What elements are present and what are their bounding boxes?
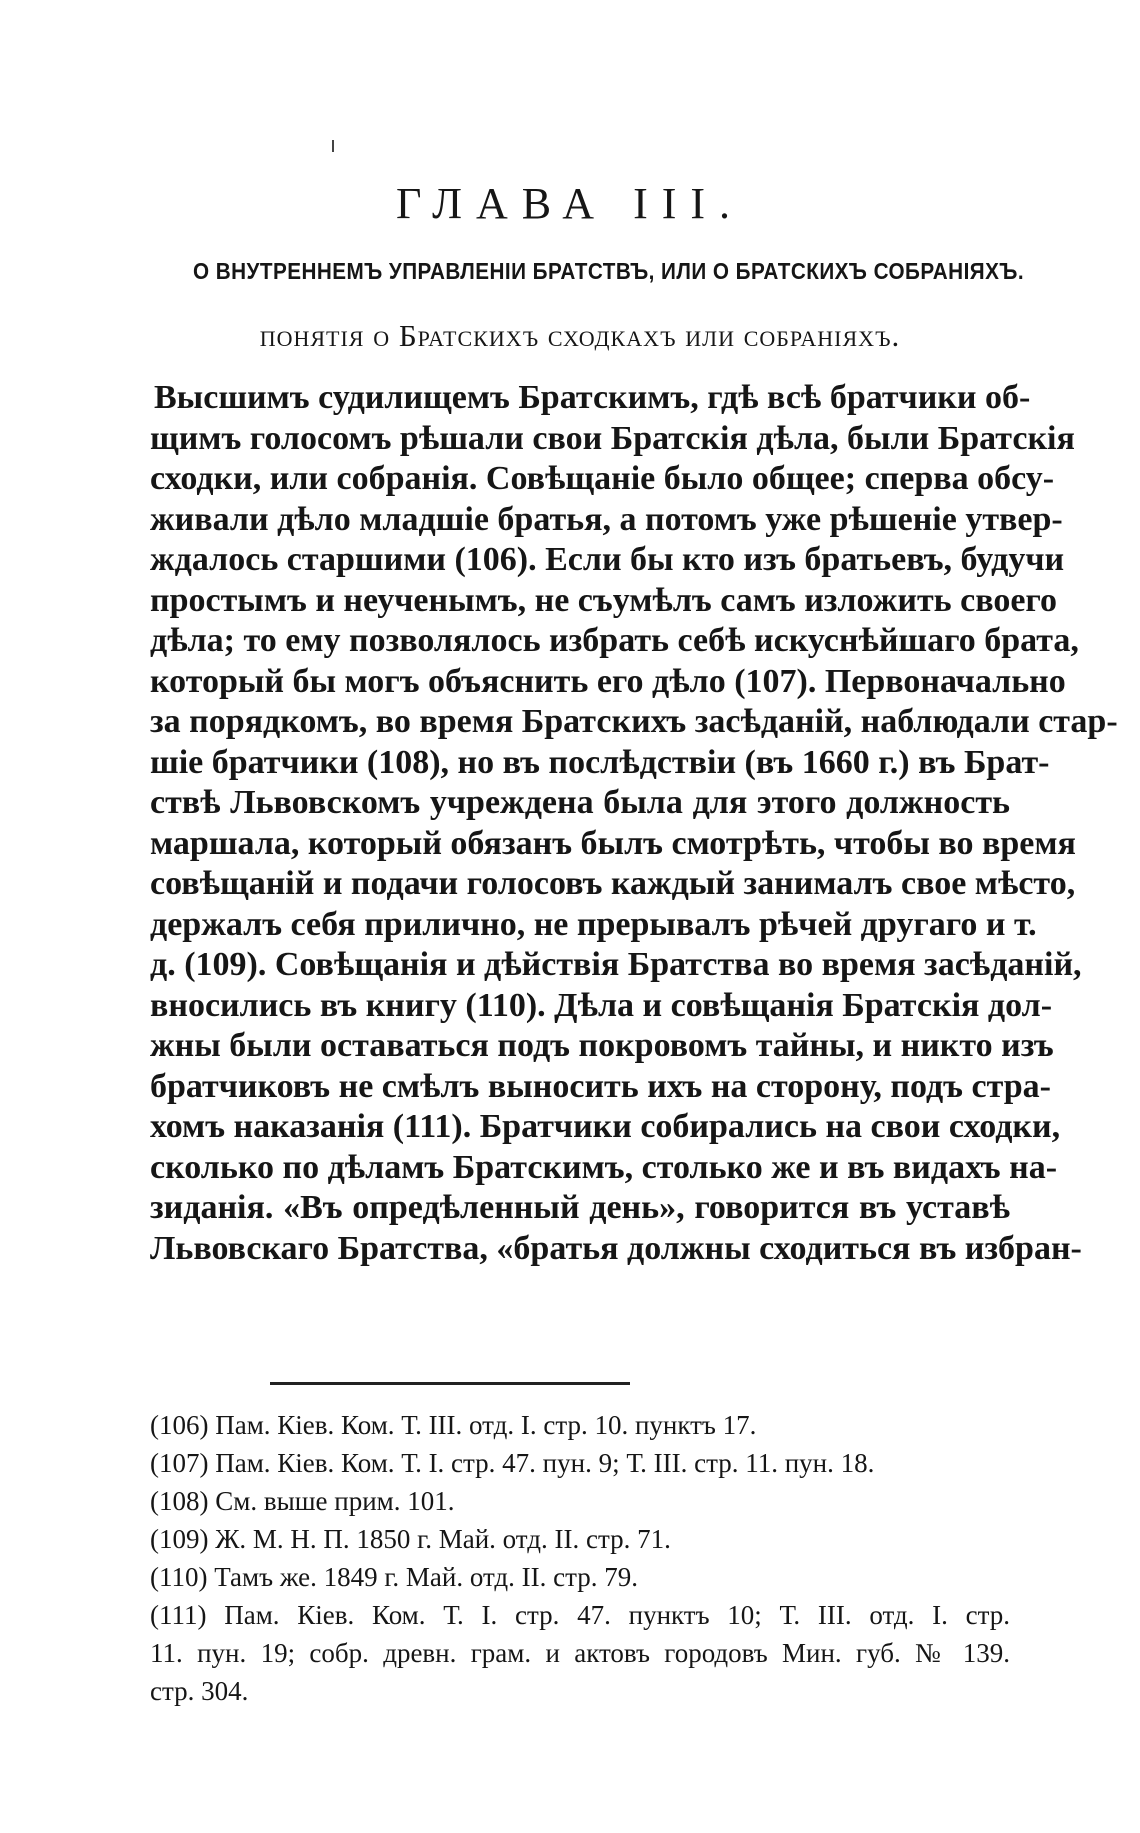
body-line: ждалось старшими (106). Если бы кто изъ братьевъ, будучи <box>150 541 1065 578</box>
footnote-divider <box>270 1382 630 1385</box>
subsection-title: понятія о Братскихъ сходкахъ или собраніяхъ. <box>259 318 901 353</box>
body-line: сколько по дѣламъ Братскимъ, столько же и въ видахъ на- <box>150 1148 1058 1186</box>
body-line: живали дѣло младшіе братья, а потомъ уже рѣшеніе утвер- <box>150 500 1063 538</box>
print-speck <box>332 140 334 152</box>
body-line: Высшимъ судилищемъ Братскимъ, гдѣ всѣ братчики об- <box>154 379 1031 416</box>
section-title: О ВНУТРЕННЕМЪ УПРАВЛЕНІИ БРАТСТВЪ, ИЛИ О БРАТСКИХЪ СОБРАНІЯХЪ. <box>193 258 1025 284</box>
body-line: Львовскаго Братства, «братья должны сходиться въ избран- <box>150 1229 1082 1267</box>
body-line: зиданія. «Въ опредѣленный день», говорится въ уставѣ <box>150 1189 1010 1226</box>
footnote-106: (106) Пам. Кіев. Ком. Т. III. отд. I. стр. 10. пунктъ 17. <box>150 1410 757 1440</box>
body-line: ствѣ Львовскомъ учреждена была для этого должность <box>150 784 1010 821</box>
body-line: д. (109). Совѣщанія и дѣйствія Братства во время засѣданій, <box>150 946 1082 983</box>
footnotes <box>150 1406 1010 1710</box>
body-line: простымъ и неученымъ, не съумѣлъ самъ изложить своего <box>150 581 1058 619</box>
body-line: дѣла; то ему позволялось избрать себѣ искуснѣйшаго брата, <box>150 622 1079 659</box>
body-line: за порядкомъ, во время Братскихъ засѣданій, наблюдали стар- <box>150 703 1118 740</box>
footnote-111: (111) Пам. Кіев. Ком. Т. I. стр. 47. пунктъ 10; Т. III. отд. I. стр. <box>150 1600 1010 1630</box>
body-line: братчиковъ не смѣлъ выносить ихъ на сторону, подъ стра- <box>150 1067 1051 1105</box>
body-line: маршала, который обязанъ былъ смотрѣть, чтобы во время <box>150 824 1076 862</box>
body-line: сходки, или собранія. Совѣщаніе было общее; сперва обсу- <box>150 460 1055 497</box>
footnote-111-end: стр. 304. <box>150 1676 249 1706</box>
body-line: шіе братчики (108), но въ послѣдствіи (въ 1660 г.) въ Брат- <box>150 743 1050 781</box>
footnote-108: (108) См. выше прим. 101. <box>150 1486 455 1516</box>
footnote-107: (107) Пам. Кіев. Ком. Т. I. стр. 47. пун. 9; Т. III. стр. 11. пун. 18. <box>150 1448 875 1478</box>
footnote-110: (110) Тамъ же. 1849 г. Май. отд. II. стр. 79. <box>150 1562 639 1592</box>
body-line: совѣщаній и подачи голосовъ каждый занималъ свое мѣсто, <box>150 865 1076 902</box>
body-line: жны были оставаться подъ покровомъ тайны, и никто изъ <box>150 1027 1054 1064</box>
body-line: хомъ наказанія (111). Братчики собирались на свои сходки, <box>150 1108 1061 1145</box>
body-line: который бы могъ объяснить его дѣло (107). Первоначально <box>150 662 1066 700</box>
footnote-111-continued: 11. пун. 19; собр. древн. грам. и актовъ городовъ Мин. губ. № 139. <box>150 1638 1010 1668</box>
body-line: держалъ себя прилично, не прерывалъ рѣчей другаго и т. <box>150 905 1037 943</box>
chapter-heading: ГЛАВА III. <box>395 179 745 228</box>
body-paragraph <box>150 378 1118 1269</box>
footnote-109: (109) Ж. М. Н. П. 1850 г. Май. отд. II. стр. 71. <box>150 1524 671 1554</box>
body-line: щимъ голосомъ рѣшали свои Братскія дѣла, были Братскія <box>150 419 1075 457</box>
body-line: вносились въ книгу (110). Дѣла и совѣщанія Братскія дол- <box>150 986 1053 1024</box>
